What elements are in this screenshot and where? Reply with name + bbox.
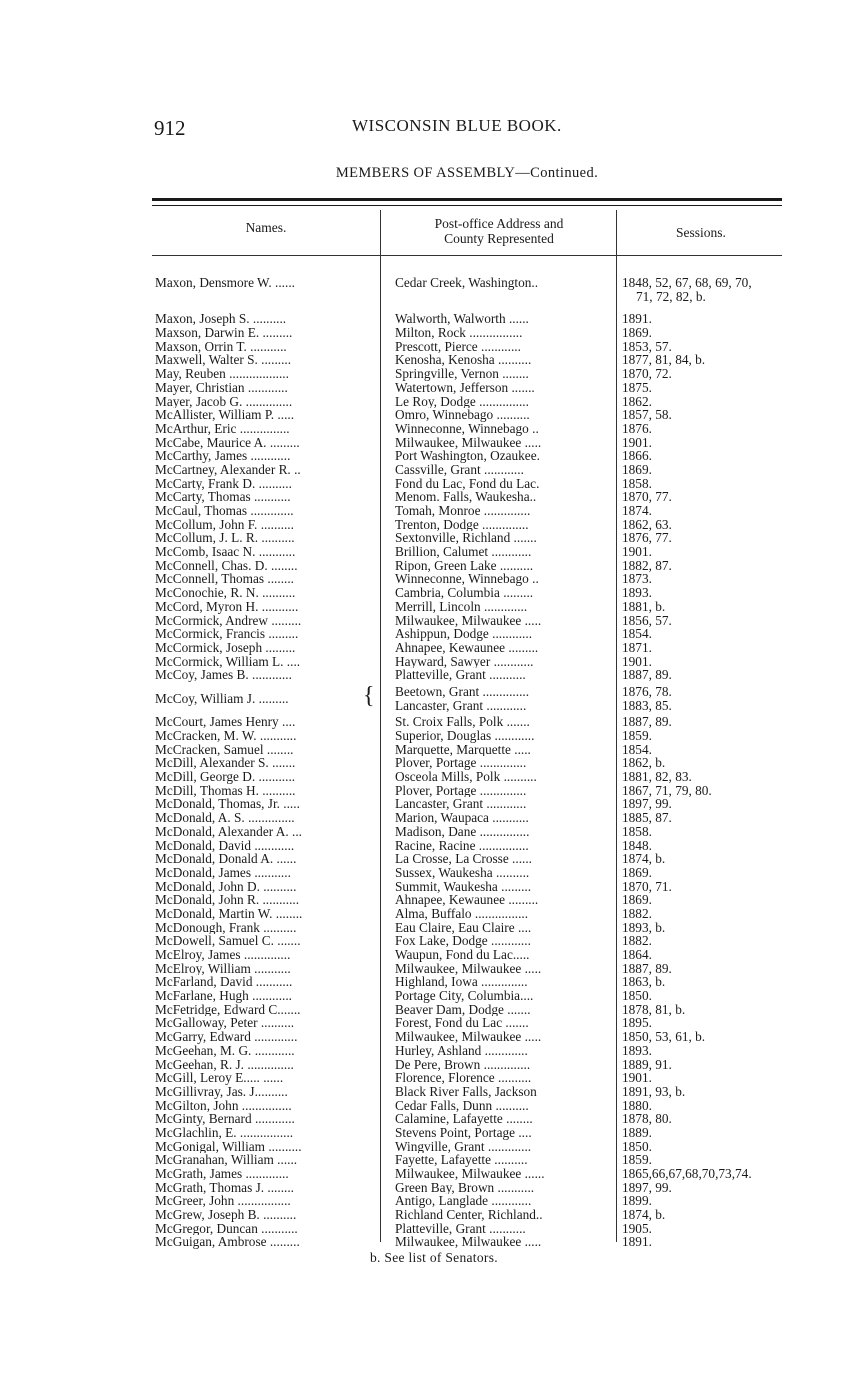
member-address: Kenosha, Kenosha .......... <box>395 353 532 368</box>
member-address: Alma, Buffalo ................ <box>395 906 529 921</box>
member-sessions: 1882. <box>622 934 652 949</box>
table-row <box>0 477 859 491</box>
member-name: McAllister, William P. ..... <box>155 408 295 422</box>
table-row <box>0 1016 859 1030</box>
table-row <box>0 948 859 962</box>
member-name: McCracken, Samuel ........ <box>155 742 294 757</box>
member-sessions: 1899. <box>622 1194 652 1209</box>
member-address: Milwaukee, Milwaukee ...... <box>395 1167 545 1181</box>
member-name: McGrath, James ............. <box>155 1167 289 1181</box>
member-address: Wingville, Grant ............. <box>395 1139 532 1154</box>
table-row <box>0 866 859 880</box>
member-address: Platteville, Grant ........... <box>395 668 526 682</box>
member-sessions: 1876. <box>622 421 652 436</box>
member-name: McCartney, Alexander R. .. <box>155 462 301 477</box>
member-sessions: 1893. <box>622 586 652 600</box>
member-address: Hurley, Ashland ............. <box>395 1043 528 1058</box>
member-sessions: 1857, 58. <box>622 408 672 422</box>
member-address: Marion, Waupaca ........... <box>395 811 529 825</box>
member-sessions: 1870, 71. <box>622 879 672 894</box>
member-sessions: 1854. <box>622 742 652 757</box>
member-sessions: 1869. <box>622 865 652 880</box>
member-name: McElroy, James .............. <box>155 948 291 962</box>
member-sessions: 1871. <box>622 640 652 655</box>
member-name: McCarty, Thomas ........... <box>155 490 291 505</box>
member-name: McGlachlin, E. ................ <box>155 1125 294 1140</box>
table-row <box>0 1003 859 1017</box>
table-row <box>0 614 859 628</box>
member-address: Milwaukee, Milwaukee ..... <box>395 1030 542 1044</box>
member-sessions: 1876, 77. <box>622 531 672 546</box>
member-address: Superior, Douglas ............ <box>395 729 535 743</box>
member-name: McCormick, Joseph ......... <box>155 640 296 655</box>
member-address: Merrill, Lincoln ............. <box>395 599 528 614</box>
member-address: Milwaukee, Milwaukee ..... <box>395 435 542 450</box>
table-row <box>0 559 859 573</box>
table-row <box>0 600 859 614</box>
member-address: Calamine, Lafayette ........ <box>395 1112 533 1126</box>
table-row <box>0 1181 859 1195</box>
member-name: McGrath, Thomas J. ........ <box>155 1180 294 1195</box>
member-sessions: 1887, 89. <box>622 961 672 976</box>
member-name: Mayer, Jacob G. .............. <box>155 394 293 409</box>
table-row <box>0 907 859 921</box>
member-name: McGillivray, Jas. J.......... <box>155 1084 288 1099</box>
brace-glyph: { <box>363 682 375 709</box>
member-address: Port Washington, Ozaukee. <box>395 449 540 463</box>
table-row <box>0 490 859 504</box>
table-row <box>0 1085 859 1099</box>
member-name: McGeehan, M. G. ............ <box>155 1043 295 1058</box>
member-sessions: 1850. <box>622 1139 652 1154</box>
member-name: Maxson, Orrin T. ........... <box>155 339 287 354</box>
member-name: McCarthy, James ............ <box>155 449 291 463</box>
table-row <box>0 1153 859 1167</box>
member-address: Tomah, Monroe .............. <box>395 504 531 518</box>
member-name: McDonald, John D. .......... <box>155 879 297 894</box>
member-sessions: 1873. <box>622 572 652 587</box>
member-address: Milton, Rock ................ <box>395 326 523 340</box>
top-rule-thick <box>152 198 782 201</box>
member-address: Richland Center, Richland.. <box>395 1208 543 1222</box>
column-header-names: Names. <box>245 220 287 235</box>
member-address: Highland, Iowa .............. <box>395 975 528 990</box>
section-title: MEMBERS OF ASSEMBLY—Continued. <box>335 165 599 181</box>
member-name: McCracken, M. W. ........... <box>155 729 297 743</box>
table-row <box>0 449 859 463</box>
table-row <box>0 1058 859 1072</box>
member-address: Lancaster, Grant ............ <box>395 797 527 812</box>
table-row <box>0 545 859 559</box>
table-row <box>0 353 859 367</box>
member-name: McConnell, Chas. D. ........ <box>155 558 298 573</box>
member-address: Cassville, Grant ............ <box>395 462 524 477</box>
column-header-address <box>388 216 610 246</box>
member-name: McGonigal, William .......... <box>155 1139 302 1154</box>
member-address: Plover, Portage .............. <box>395 783 527 798</box>
member-name: McConnell, Thomas ........ <box>155 572 294 587</box>
table-row <box>0 1222 859 1236</box>
page-number: 912 <box>154 116 186 140</box>
table-row <box>0 743 859 757</box>
member-sessions: 1895. <box>622 1016 652 1031</box>
member-name: Maxon, Joseph S. .......... <box>155 312 287 327</box>
member-name: McCaul, Thomas ............. <box>155 504 294 518</box>
member-name: Maxson, Darwin E. ......... <box>155 326 293 340</box>
member-sessions: 1901. <box>622 435 652 450</box>
member-address: Brillion, Calumet ............ <box>395 545 532 559</box>
member-sessions: 1901. <box>622 1071 652 1085</box>
table-row <box>0 880 859 894</box>
table-row <box>0 1194 859 1208</box>
table-row <box>0 1030 859 1044</box>
member-address: Osceola Mills, Polk .......... <box>395 770 537 784</box>
member-address: Stevens Point, Portage .... <box>395 1125 532 1140</box>
member-sessions: 1891, 93, b. <box>622 1084 686 1099</box>
member-sessions: 1878, 81, b. <box>622 1002 686 1017</box>
member-address: Le Roy, Dodge ............... <box>395 394 529 409</box>
member-name: McCormick, Francis ......... <box>155 627 299 641</box>
member-address: Black River Falls, Jackson <box>395 1084 537 1099</box>
book-title: WISCONSIN BLUE BOOK. <box>352 116 562 135</box>
table-row <box>0 811 859 825</box>
header-rule <box>152 255 782 256</box>
footnote: b. See list of Senators. <box>370 1250 498 1265</box>
member-address: Waupun, Fond du Lac..... <box>395 948 530 962</box>
member-address: Madison, Dane ............... <box>395 824 530 839</box>
member-address: Portage City, Columbia.... <box>395 989 534 1003</box>
member-sessions: 1887, 89. <box>622 668 672 682</box>
member-sessions: 1848, 52, 67, 68, 69, 70, <box>622 276 752 290</box>
table-row <box>0 989 859 1003</box>
members-table <box>0 276 859 1249</box>
member-name: McDonald, Alexander A. ... <box>155 824 302 839</box>
member-address: Beetown, Grant .............. <box>395 684 530 699</box>
member-name: Maxwell, Walter S. ......... <box>155 353 292 368</box>
table-row <box>0 504 859 518</box>
member-name: McDonald, James ........... <box>155 865 291 880</box>
member-name: McCormick, William L. .... <box>155 654 301 669</box>
member-name: McGarry, Edward ............. <box>155 1030 298 1044</box>
table-row <box>0 784 859 798</box>
member-name: McDonald, A. S. .............. <box>155 811 295 825</box>
member-address: Hayward, Sawyer ............ <box>395 654 534 669</box>
member-address: Fox Lake, Dodge ............ <box>395 934 531 949</box>
member-address: Milwaukee, Milwaukee ..... <box>395 613 542 628</box>
member-name: McDonald, David ............ <box>155 838 295 853</box>
table-row <box>0 668 859 682</box>
member-address: Racine, Racine ............... <box>395 838 529 853</box>
member-sessions: 1862, 63. <box>622 517 672 532</box>
table-row <box>0 1099 859 1113</box>
table-row <box>0 797 859 811</box>
member-name: McFarlane, Hugh ............ <box>155 989 293 1003</box>
table-row <box>0 276 859 303</box>
member-name: McCoy, William J. ......... <box>155 691 289 706</box>
table-row <box>0 770 859 784</box>
member-sessions: 1876, 78. <box>622 684 672 699</box>
member-name: McGeehan, R. J. .............. <box>155 1057 294 1072</box>
member-name: McDill, Alexander S. ....... <box>155 756 296 771</box>
member-sessions: 1862, b. <box>622 756 666 771</box>
member-address: Plover, Portage .............. <box>395 756 527 771</box>
member-name: McDonald, Thomas, Jr. ..... <box>155 797 300 812</box>
member-sessions: 1862. <box>622 394 652 409</box>
member-sessions: 1880. <box>622 1098 652 1113</box>
member-sessions: 1901. <box>622 545 652 559</box>
member-name: McGill, Leroy E..... ...... <box>155 1071 284 1085</box>
table-row <box>0 422 859 436</box>
member-sessions: 1869. <box>622 893 652 907</box>
member-name: McCollum, John F. .......... <box>155 517 294 532</box>
member-sessions: 1859. <box>622 729 652 743</box>
member-sessions: 1864. <box>622 948 652 962</box>
table-row <box>0 1208 859 1222</box>
member-name: McDill, George D. ........... <box>155 770 296 784</box>
top-rule-thin <box>152 205 782 206</box>
member-sessions: 1859. <box>622 1153 652 1168</box>
member-address: Eau Claire, Eau Claire .... <box>395 920 532 935</box>
table-row <box>0 921 859 935</box>
column-header-sessions: Sessions. <box>676 225 726 240</box>
member-name: McCoy, James B. ............ <box>155 668 292 682</box>
table-row <box>0 839 859 853</box>
table-row <box>0 852 859 866</box>
member-name: May, Reuben .................. <box>155 367 289 381</box>
member-address: Watertown, Jefferson ....... <box>395 380 535 395</box>
table-row <box>0 1140 859 1154</box>
member-sessions: 1891. <box>622 312 652 327</box>
member-name: McCord, Myron H. ........... <box>155 599 299 614</box>
member-sessions: 1889, 91. <box>622 1057 672 1072</box>
member-sessions: 1870, 77. <box>622 490 672 505</box>
member-address: Trenton, Dodge .............. <box>395 517 529 532</box>
member-name: McDowell, Samuel C. ....... <box>155 934 301 949</box>
member-address: St. Croix Falls, Polk ....... <box>395 715 530 730</box>
member-sessions: 1850. <box>622 989 652 1003</box>
member-sessions: 1875. <box>622 380 652 395</box>
member-address: Antigo, Langlade ............ <box>395 1194 532 1209</box>
member-name: McGreer, John ................ <box>155 1194 291 1209</box>
member-sessions: 1858. <box>622 824 652 839</box>
member-address: Walworth, Walworth ...... <box>395 312 529 327</box>
member-name: McGalloway, Peter .......... <box>155 1016 295 1031</box>
page-header <box>152 116 792 146</box>
table-row <box>0 893 859 907</box>
member-name: Mayer, Christian ............ <box>155 380 288 395</box>
member-sessions-continued: 71, 72, 82, b. <box>636 289 706 304</box>
member-sessions: 1874. <box>622 504 652 518</box>
member-sessions: 1882, 87. <box>622 558 672 573</box>
member-address: Ripon, Green Lake .......... <box>395 558 534 573</box>
table-row <box>0 518 859 532</box>
table-row <box>0 1112 859 1126</box>
table-row <box>0 1071 859 1085</box>
table-row <box>0 367 859 381</box>
table-row <box>0 975 859 989</box>
member-address: Sextonville, Richland ....... <box>395 531 537 546</box>
table-row <box>0 381 859 395</box>
member-address: Menom. Falls, Waukesha.. <box>395 490 537 505</box>
table-row <box>0 715 859 729</box>
table-row <box>0 655 859 669</box>
member-sessions: 1897, 99. <box>622 797 672 812</box>
table-row <box>0 463 859 477</box>
table-row <box>0 340 859 354</box>
table-row <box>0 934 859 948</box>
table-row <box>0 312 859 326</box>
member-sessions: 1874, b. <box>622 852 666 866</box>
member-name: McCormick, Andrew ......... <box>155 613 302 628</box>
member-sessions: 1881, b. <box>622 599 666 614</box>
member-name: McDonald, Donald A. ...... <box>155 852 297 866</box>
member-sessions: 1853, 57. <box>622 339 672 354</box>
member-sessions: 1848. <box>622 838 652 853</box>
member-sessions: 1866. <box>622 449 652 463</box>
member-address: Milwaukee, Milwaukee ..... <box>395 1235 542 1250</box>
member-sessions: 1885, 87. <box>622 811 672 825</box>
member-name: McComb, Isaac N. ........... <box>155 545 296 559</box>
member-sessions: 1901. <box>622 654 652 669</box>
member-sessions: 1891. <box>622 1235 652 1250</box>
member-sessions: 1863, b. <box>622 975 666 990</box>
member-sessions: 1858. <box>622 476 652 491</box>
member-name: McGilton, John ............... <box>155 1098 292 1113</box>
column-header-address-line2: County Represented <box>444 231 554 246</box>
member-name: McCabe, Maurice A. ......... <box>155 435 300 450</box>
table-row <box>0 572 859 586</box>
table-row <box>0 326 859 340</box>
table-row <box>0 395 859 409</box>
member-name: McDill, Thomas H. .......... <box>155 783 296 798</box>
table-row <box>0 729 859 743</box>
member-address: Marquette, Marquette ..... <box>395 742 531 757</box>
member-address: Summit, Waukesha ......... <box>395 879 532 894</box>
member-address: Sussex, Waukesha .......... <box>395 865 530 880</box>
table-row <box>0 641 859 655</box>
member-name: McDonough, Frank .......... <box>155 920 297 935</box>
member-name: McCollum, J. L. R. .......... <box>155 531 295 546</box>
table-row <box>0 627 859 641</box>
member-name: McArthur, Eric ............... <box>155 421 290 436</box>
member-sessions: 1897, 99. <box>622 1180 672 1195</box>
member-sessions: 1893. <box>622 1043 652 1058</box>
member-sessions: 1856, 57. <box>622 613 672 628</box>
member-name: McGrew, Joseph B. .......... <box>155 1208 297 1222</box>
member-sessions: 1877, 81, 84, b. <box>622 353 706 368</box>
member-name: McCarty, Frank D. .......... <box>155 476 292 491</box>
member-address: Milwaukee, Milwaukee ..... <box>395 961 542 976</box>
member-name: McGregor, Duncan ........... <box>155 1221 298 1236</box>
member-address: Platteville, Grant ........... <box>395 1221 526 1236</box>
member-name: McFetridge, Edward C....... <box>155 1002 301 1017</box>
member-name: McDonald, John R. ........... <box>155 893 300 907</box>
member-address: Winneconne, Winnebago .. <box>395 421 539 436</box>
member-address: Ahnapee, Kewaunee ......... <box>395 640 539 655</box>
member-sessions: 1869. <box>622 462 652 477</box>
table-row <box>0 1044 859 1058</box>
table-row <box>0 682 859 713</box>
member-sessions: 1878, 80. <box>622 1112 672 1126</box>
table-row <box>0 1167 859 1181</box>
member-sessions: 1850, 53, 61, b. <box>622 1030 706 1044</box>
member-name: McGranahan, William ...... <box>155 1153 298 1168</box>
member-address: Fayette, Lafayette .......... <box>395 1153 528 1168</box>
member-address: De Pere, Brown .............. <box>395 1057 531 1072</box>
member-address: Cedar Creek, Washington.. <box>395 276 539 290</box>
member-sessions: 1867, 71, 79, 80. <box>622 783 712 798</box>
member-sessions: 1905. <box>622 1221 652 1236</box>
member-address: La Crosse, La Crosse ...... <box>395 852 533 866</box>
table-row <box>0 531 859 545</box>
member-sessions: 1893, b. <box>622 920 666 935</box>
member-address: Springville, Vernon ........ <box>395 367 529 381</box>
member-name: Maxon, Densmore W. ...... <box>155 276 295 290</box>
member-address: Beaver Dam, Dodge ....... <box>395 1002 531 1017</box>
table-row <box>0 586 859 600</box>
table-row <box>0 408 859 422</box>
member-name: McCourt, James Henry .... <box>155 715 296 730</box>
member-name: McFarland, David ........... <box>155 975 293 990</box>
table-row <box>0 1235 859 1249</box>
table-row <box>0 825 859 839</box>
member-address: Omro, Winnebago .......... <box>395 408 530 422</box>
member-sessions: 1870, 72. <box>622 367 672 381</box>
member-address: Forest, Fond du Lac ....... <box>395 1016 529 1031</box>
member-address: Cambria, Columbia ......... <box>395 586 534 600</box>
member-name: McGinty, Bernard ............ <box>155 1112 295 1126</box>
member-name: McGuigan, Ambrose ......... <box>155 1235 300 1250</box>
member-name: McConochie, R. N. .......... <box>155 586 296 600</box>
member-address: Florence, Florence .......... <box>395 1071 532 1085</box>
member-sessions: 1882. <box>622 906 652 921</box>
member-address: Ahnapee, Kewaunee ......... <box>395 893 539 907</box>
member-sessions: 1854. <box>622 627 652 641</box>
member-address: Fond du Lac, Fond du Lac. <box>395 476 540 491</box>
member-address: Prescott, Pierce ............ <box>395 339 521 354</box>
member-address-second: Lancaster, Grant ............ <box>395 698 527 713</box>
table-row <box>0 436 859 450</box>
member-sessions-continued: 1883, 85. <box>622 698 672 713</box>
member-sessions: 1889. <box>622 1125 652 1140</box>
member-sessions: 1869. <box>622 326 652 340</box>
table-row <box>0 962 859 976</box>
member-sessions: 1887, 89. <box>622 715 672 730</box>
table-row <box>0 756 859 770</box>
member-address: Green Bay, Brown ........... <box>395 1180 535 1195</box>
member-name: McDonald, Martin W. ........ <box>155 906 303 921</box>
member-address: Cedar Falls, Dunn .......... <box>395 1098 529 1113</box>
member-sessions: 1865,66,67,68,70,73,74. <box>622 1167 752 1181</box>
member-sessions: 1881, 82, 83. <box>622 770 692 784</box>
member-address: Ashippun, Dodge ............ <box>395 627 533 641</box>
table-row <box>0 1126 859 1140</box>
member-sessions: 1874, b. <box>622 1208 666 1222</box>
column-header-address-line1: Post-office Address and <box>434 216 564 231</box>
member-address: Winneconne, Winnebago .. <box>395 572 539 587</box>
member-name: McElroy, William ........... <box>155 961 291 976</box>
